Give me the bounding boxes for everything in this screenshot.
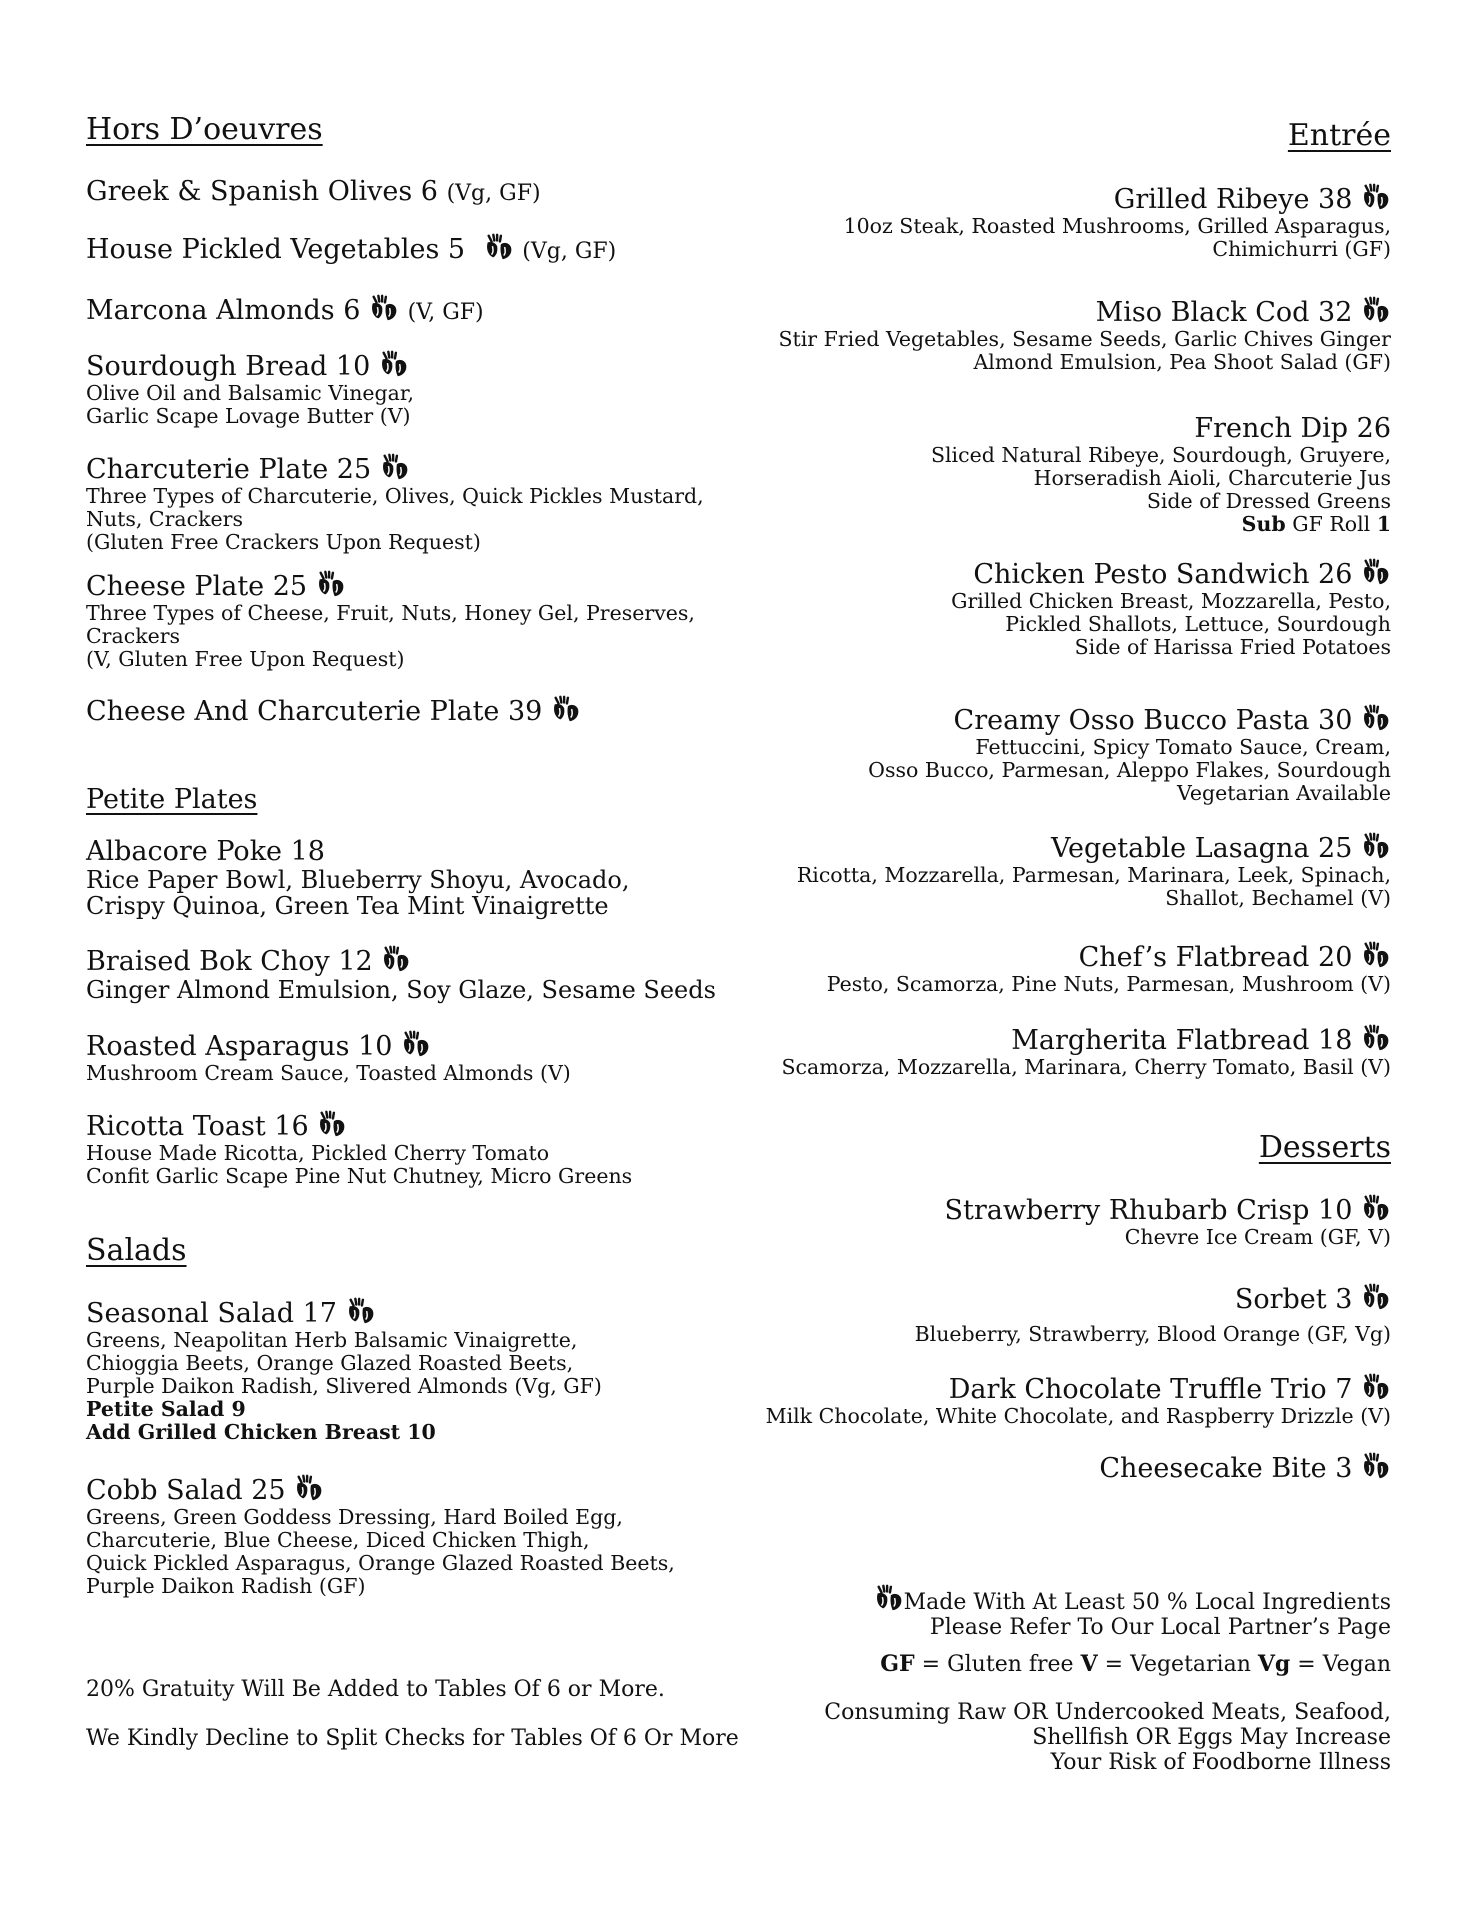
menu-item-seasonal-salad	[86, 1297, 602, 1444]
item-name: Miso Black Cod 32	[1095, 297, 1353, 328]
item-tags: (V, GF)	[407, 300, 484, 325]
item-description: Rice Paper Bowl, Blueberry Shoyu, Avocado,	[86, 866, 630, 894]
item-name: Vegetable Lasagna 25	[1051, 833, 1353, 864]
item-description: Purple Daikon Radish (GF)	[86, 1574, 366, 1598]
item-description: Side of Dressed Greens	[1146, 489, 1391, 513]
item-description: Pesto, Scamorza, Pine Nuts, Parmesan, Mushroom (V)	[826, 972, 1391, 996]
hands-local-icon	[1361, 704, 1391, 734]
item-description: Scamorza, Mozzarella, Marinara, Cherry Tomato, Basil (V)	[781, 1055, 1391, 1079]
menu-item-marcona-almonds	[86, 294, 484, 326]
item-name: Marcona Almonds 6	[86, 295, 361, 326]
menu-item-cheese-and-charcuterie	[86, 695, 581, 727]
item-name: Greek & Spanish Olives 6	[86, 176, 438, 207]
hands-local-icon	[369, 294, 399, 324]
item-name: Chicken Pesto Sandwich 26	[973, 559, 1353, 590]
hands-local-icon	[379, 350, 409, 380]
item-name: Seasonal Salad 17	[86, 1298, 337, 1329]
item-name: Cheesecake Bite 3	[1099, 1453, 1353, 1484]
item-description: Ricotta, Mozzarella, Parmesan, Marinara, Leek, Spinach,	[796, 863, 1391, 887]
item-option: Sub GF Roll 1	[1241, 512, 1391, 536]
item-name: Albacore Poke 18	[86, 836, 325, 867]
hands-local-icon	[484, 233, 514, 263]
item-description: Crackers	[86, 624, 181, 648]
hands-local-icon	[401, 1030, 431, 1060]
item-description: Sliced Natural Ribeye, Sourdough, Gruyere,	[930, 443, 1391, 467]
hands-local-icon	[874, 1584, 904, 1614]
menu-item-truffle-trio	[766, 1373, 1391, 1428]
item-description: Olive Oil and Balsamic Vinegar,	[86, 381, 414, 405]
item-description: Chevre Ice Cream (GF, V)	[1124, 1225, 1391, 1249]
item-name: Braised Bok Choy 12	[86, 946, 373, 977]
item-name: French Dip 26	[1194, 413, 1391, 444]
item-name: Margherita Flatbread 18	[1011, 1025, 1353, 1056]
item-description: Side of Harissa Fried Potatoes	[1074, 635, 1391, 659]
item-tags: (Vg, GF)	[446, 181, 541, 206]
item-description: (V, Gluten Free Upon Request)	[86, 647, 405, 671]
hands-local-icon	[1361, 1194, 1391, 1224]
item-description: (Gluten Free Crackers Upon Request)	[86, 530, 481, 554]
item-description: Greens, Neapolitan Herb Balsamic Vinaigrette,	[86, 1328, 578, 1352]
item-description: Stir Fried Vegetables, Sesame Seeds, Garlic Chives Ginger	[778, 327, 1391, 351]
menu-item-miso-black-cod	[778, 296, 1391, 374]
item-name: Charcuterie Plate 25	[86, 454, 372, 485]
item-description: Nuts, Crackers	[86, 507, 243, 531]
section-heading-hors-doeuvres: Hors D’oeuvres	[86, 112, 323, 147]
hands-local-icon	[380, 453, 410, 483]
menu-item-bok-choy	[86, 945, 716, 1003]
item-description: Three Types of Cheese, Fruit, Nuts, Honey Gel, Preserves,	[86, 601, 695, 625]
hands-local-icon	[1361, 832, 1391, 862]
menu-item-chefs-flatbread	[827, 941, 1391, 996]
item-name: House Pickled Vegetables 5	[86, 234, 466, 265]
hands-local-icon	[1361, 183, 1391, 213]
hands-local-icon	[1361, 558, 1391, 588]
hands-local-icon	[1361, 1373, 1391, 1403]
section-heading-salads: Salads	[86, 1233, 187, 1268]
item-name: Dark Chocolate Truffle Trio 7	[948, 1374, 1353, 1405]
menu-item-albacore-poke	[86, 836, 629, 919]
section-heading-desserts: Desserts	[1258, 1130, 1391, 1165]
hands-local-icon	[317, 1110, 347, 1140]
local-ingredients-note: Made With At Least 50 % Local Ingredients Please Refer To Our Local Partner’s Page	[874, 1584, 1391, 1640]
split-checks-note: We Kindly Decline to Split Checks for Tables Of 6 Or More	[86, 1726, 739, 1751]
hands-local-icon	[381, 945, 411, 975]
section-heading-petite-plates: Petite Plates	[86, 784, 258, 815]
item-description: Shallot, Bechamel (V)	[1165, 886, 1391, 910]
item-description: Osso Bucco, Parmesan, Aleppo Flakes, Sourdough	[868, 758, 1391, 782]
menu-item-french-dip	[931, 413, 1391, 536]
menu-item-osso-bucco-pasta	[868, 704, 1391, 805]
item-description: Vegetarian Available	[1177, 781, 1391, 805]
item-description: Fettuccini, Spicy Tomato Sauce, Cream,	[975, 735, 1391, 759]
menu-item-cobb-salad	[86, 1474, 675, 1598]
item-name: Cheese Plate 25	[86, 571, 308, 602]
item-description: Chimichurri (GF)	[1212, 237, 1391, 261]
menu-item-ricotta-toast	[86, 1110, 632, 1188]
item-description: Charcuterie, Blue Cheese, Diced Chicken Thigh,	[86, 1528, 590, 1552]
menu-item-cheesecake-bite	[1099, 1452, 1391, 1484]
item-name: Cheese And Charcuterie Plate 39	[86, 696, 543, 727]
dietary-legend: GF = Gluten free V = Vegetarian Vg = Vegan	[880, 1651, 1391, 1677]
item-description: House Made Ricotta, Pickled Cherry Tomato	[86, 1141, 550, 1165]
item-name: Sourdough Bread 10	[86, 351, 371, 382]
hands-local-icon	[551, 695, 581, 725]
menu-item-olives	[86, 176, 541, 207]
item-name: Grilled Ribeye 38	[1113, 184, 1353, 215]
item-description: Confit Garlic Scape Pine Nut Chutney, Micro Greens	[86, 1164, 633, 1188]
item-name: Creamy Osso Bucco Pasta 30	[953, 705, 1353, 736]
item-description: Mushroom Cream Sauce, Toasted Almonds (V)	[86, 1061, 571, 1085]
item-description: Greens, Green Goddess Dressing, Hard Boiled Egg,	[86, 1505, 623, 1529]
menu-item-pickled-vegetables	[86, 233, 616, 265]
menu-item-sorbet	[915, 1283, 1391, 1346]
item-description: Grilled Chicken Breast, Mozzarella, Pesto,	[951, 589, 1391, 613]
raw-food-warning: Consuming Raw OR Undercooked Meats, Seafood, Shellfish OR Eggs May Increase Your Risk of Foodborne Illness	[824, 1700, 1391, 1775]
item-description: Purple Daikon Radish, Slivered Almonds (Vg, GF)	[86, 1374, 602, 1398]
hands-local-icon	[316, 570, 346, 600]
item-name: Roasted Asparagus 10	[86, 1031, 393, 1062]
menu-item-cheese-plate	[86, 570, 695, 671]
hands-local-icon	[1361, 1283, 1391, 1313]
hands-local-icon	[1361, 1024, 1391, 1054]
menu-item-margherita-flatbread	[781, 1024, 1391, 1079]
item-tags: (Vg, GF)	[522, 239, 617, 264]
menu-item-roasted-asparagus	[86, 1030, 571, 1085]
item-description: Ginger Almond Emulsion, Soy Glaze, Sesame Seeds	[86, 976, 716, 1004]
item-name: Chef’s Flatbread 20	[1078, 942, 1353, 973]
menu-item-charcuterie-plate	[86, 453, 704, 554]
item-name: Ricotta Toast 16	[86, 1111, 309, 1142]
item-description: Three Types of Charcuterie, Olives, Quick Pickles Mustard,	[86, 484, 704, 508]
section-heading-entree: Entrée	[1287, 118, 1391, 153]
item-description: Almond Emulsion, Pea Shoot Salad (GF)	[973, 350, 1391, 374]
item-description: Horseradish Aioli, Charcuterie Jus	[1033, 466, 1391, 490]
item-description: 10oz Steak, Roasted Mushrooms, Grilled Asparagus,	[843, 214, 1391, 238]
hands-local-icon	[294, 1474, 324, 1504]
hands-local-icon	[346, 1297, 376, 1327]
item-name: Strawberry Rhubarb Crisp 10	[944, 1195, 1353, 1226]
item-description: Blueberry, Strawberry, Blood Orange (GF, Vg)	[914, 1322, 1391, 1346]
item-name: Sorbet 3	[1234, 1284, 1353, 1315]
item-description: Garlic Scape Lovage Butter (V)	[86, 404, 411, 428]
item-option: Add Grilled Chicken Breast 10	[86, 1420, 436, 1444]
menu-item-vegetable-lasagna	[797, 832, 1391, 910]
item-description: Quick Pickled Asparagus, Orange Glazed Roasted Beets,	[86, 1551, 675, 1575]
item-description: Crispy Quinoa, Green Tea Mint Vinaigrette	[86, 892, 609, 920]
item-description: Pickled Shallots, Lettuce, Sourdough	[1005, 612, 1391, 636]
menu-item-sourdough-bread	[86, 350, 414, 428]
item-description: Chioggia Beets, Orange Glazed Roasted Beets,	[86, 1351, 574, 1375]
gratuity-note: 20% Gratuity Will Be Added to Tables Of 6 or More.	[86, 1677, 665, 1702]
menu-item-chicken-pesto-sandwich	[951, 558, 1391, 659]
menu-item-strawberry-rhubarb-crisp	[944, 1194, 1391, 1249]
item-option: Petite Salad 9	[86, 1397, 246, 1421]
hands-local-icon	[1361, 941, 1391, 971]
hands-local-icon	[1361, 296, 1391, 326]
hands-local-icon	[1361, 1452, 1391, 1482]
item-description: Milk Chocolate, White Chocolate, and Raspberry Drizzle (V)	[765, 1404, 1391, 1428]
item-name: Cobb Salad 25	[86, 1475, 286, 1506]
menu-item-grilled-ribeye	[844, 183, 1391, 261]
